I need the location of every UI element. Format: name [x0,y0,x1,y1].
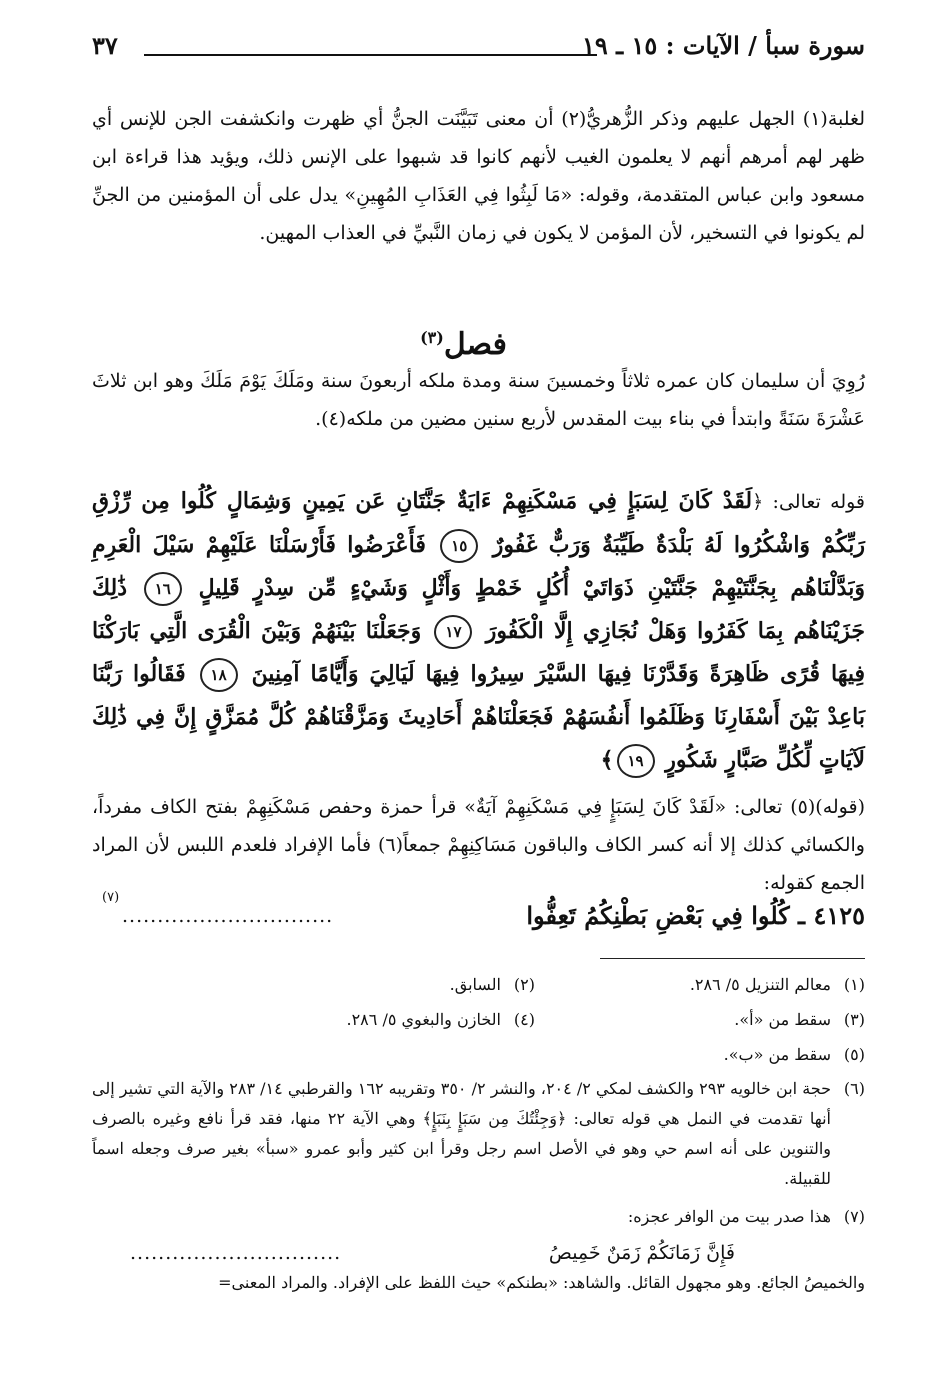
section-heading [300,316,627,367]
paragraph-2: رُوِيَ أن سليمان كان عمره ثلاثاً وخمسينَ سنة ومدة ملكه أربعونَ سنة ومَلَكَ يَوْمَ مَلَكَ وهو ابن ثلاثَ عَشْرَةَ سَنَةً وابتدأ في بناء بيت المقدس لأربع سنين مضين من ملكه(٤). [92,370,865,430]
verse-4125 [92,890,865,936]
footnote-2-number: (٢) [513,975,535,994]
footnote-4-text: الخازن والبغوي ٥/ ٢٨٦. [346,1010,501,1029]
footnote-3-number: (٣) [843,1010,865,1029]
ayah-16-text: فَأَعْرَضُوا فَأَرْسَلْنَا عَلَيْهِمْ سَيْلَ الْعَرِمِ وَبَدَّلْنَاهُم بِجَنَّتَيْهِمْ جَنَّتَيْنِ ذَوَاتَيْ أُكُلٍ خَمْطٍ وَأَثْلٍ وَشَيْءٍ مِّن سِدْرٍ قَلِيلٍ [92,532,865,601]
ayah-17-text: ذَٰلِكَ جَزَيْنَاهُم بِمَا كَفَرُوا وَهَلْ نُجَازِي إِلَّا الْكَفُورَ [92,575,865,644]
footnote-continuation: والخميصُ الجائع. وهو مجهول القائل. والشاهد: «بطنكم» حيث اللفظ على الإفراد. والمراد المعنى= [218,1273,865,1292]
footnote-row-2 [92,1005,865,1035]
footnote-row-3 [92,1040,865,1070]
quran-lead: قوله تعالى: ﴿ [752,491,866,513]
paragraph-3: (قوله)(٥) تعالى: «لَقَدْ كَانَ لِسَبَإٍ فِي مَسْكَنِهِمْ آيَةٌ» قرأ حمزة وحفص مَسْكَنِهِمْ بفتح الكاف مفرداً، والكسائي كذلك إلا أنه كسر الكاف والباقون مَسَاكِنِهِمْ جمعاً(٦) فأما الإفراد فلعدم اللبس لأن المراد الجمع كقوله: [92,796,865,894]
footnote-7-number: (٧) [843,1207,865,1226]
page-number: ٣٧ [92,31,118,60]
footnote-4-number: (٤) [513,1010,535,1029]
footnote-6-number: (٦) [843,1079,865,1098]
footnote-5-text: سقط من «ب». [723,1045,831,1064]
verse-ellipsis: .............................. [122,905,334,927]
footnote-3-text: سقط من «أ». [734,1010,831,1029]
header-rule [144,54,597,56]
ayah-19-marker: ١٩ [617,744,655,778]
section-footnote-ref: (٣) [420,328,444,347]
footnote-6-text: حجة ابن خالويه ٢٩٣ والكشف لمكي ٢/ ٢٠٤، والنشر ٢/ ٣٥٠ وتقريبه ١٦٢ والقرطبي ١٤/ ٢٨٣ والآية التي تشير إلى أنها تقدمت في النمل هي قوله تعالى: ﴿وَجِئْتُكَ مِن سَبَإٍ بِنَبَإٍ﴾ وهي الآية ٢٢ منها، فقد قرأ نافع وغيره بالصرف والتنوين على أنه اسم حي وهو في الأصل اسم رجل وقرأ ابن كثير وأبو عمرو «سبأ» بغير صرف وجعله اسماً للقبيلة. [92,1079,832,1188]
ayah-19-text: فَقَالُوا رَبَّنَا بَاعِدْ بَيْنَ أَسْفَارِنَا وَظَلَمُوا أَنفُسَهُمْ فَجَعَلْنَاهُمْ أَحَادِيثَ وَمَزَّقْنَاهُمْ كُلَّ مُمَزَّقٍ إِنَّ فِي ذَٰلِكَ لَآيَاتٍ لِّكُلِّ صَبَّارٍ شَكُورٍ [92,661,865,773]
footnote-6 [92,1074,865,1194]
ayah-18-text: وَجَعَلْنَا بَيْنَهُمْ وَبَيْنَ الْقُرَى الَّتِي بَارَكْنَا فِيهَا قُرًى ظَاهِرَةً وَقَدَّرْنَا فِيهَا السَّيْرَ سِيرُوا فِيهَا لَيَالِيَ وَأَيَّامًا آمِنِينَ [92,618,865,687]
poem-hemistich-1: فَإِنَّ زَمَانَكُمْ زَمَنٌ خَمِيصُ [548,1242,735,1264]
ayah-16-marker: ١٦ [144,572,182,606]
footnote-1-text: معالم التنزيل ٥/ ٢٨٦. [689,975,831,994]
ayah-18-marker: ١٨ [200,658,238,692]
poem-hemistich-2: .............................. [130,1242,342,1264]
paragraph-1: لغلبة(١) الجهل عليهم وذكر الزُّهريُّ(٢) أن معنى تَبَيَّنَت الجنُّ أي ظهرت وانكشفت الجن للإنس أي ظهر لهم أمرهم أنهم لا يعلمون الغيب لأنهم كانوا قد شبهوا على الإنس ذلك، ويؤيد هذا قراءة ابن مسعود وابن عباس المتقدمة، وقوله: «مَا لَبِثُوا فِي العَذَابِ المُهِينِ» يدل على أن المؤمنين من الجنِّ لم يكونوا في التسخير، لأن المؤمن لا يكون في زمان النَّبيِّ في العذاب المهين. [92,108,865,244]
quran-passage [92,480,865,782]
ayah-15-text: لَقَدْ كَانَ لِسَبَإٍ فِي مَسْكَنِهِمْ ءَايَةٌ جَنَّتَانِ عَن يَمِينٍ وَشِمَالٍ كُلُوا مِن رِّزْقِ رَبِّكُمْ وَاشْكُرُوا لَهُ بَلْدَةٌ طَيِّبَةٌ وَرَبٌّ غَفُورٌ [92,488,865,558]
ayah-17-marker: ١٧ [434,615,472,649]
footnote-1 [690,975,865,994]
running-header [92,28,865,68]
footnote-row-1 [92,970,865,1000]
footnote-7-text: هذا صدر بيت من الوافر عجزه: [627,1207,831,1226]
quran-close-bracket: ﴾ [600,747,614,773]
ayah-15-marker: ١٥ [440,529,478,563]
footnote-4 [346,1005,535,1035]
footnote-2-text: السابق. [449,975,501,994]
footnote-separator [600,958,865,959]
section-title: فصل [443,327,507,362]
header-title: سورة سبأ / الآيات : ١٥ ـ ١٩ [582,31,865,60]
footnote-5-number: (٥) [843,1045,865,1064]
footnote-1-number: (١) [843,975,865,994]
verse-footnote-ref: (٧) [102,890,120,905]
footnote-3 [734,1010,865,1029]
verse-text: ٤١٢٥ ـ كُلُوا فِي بَعْضِ بَطْنِكُمُ تَعِفُّوا [526,901,865,930]
poem-line [130,1236,865,1270]
footnote-row-7 [92,1202,865,1232]
footnote-2 [450,970,535,1000]
